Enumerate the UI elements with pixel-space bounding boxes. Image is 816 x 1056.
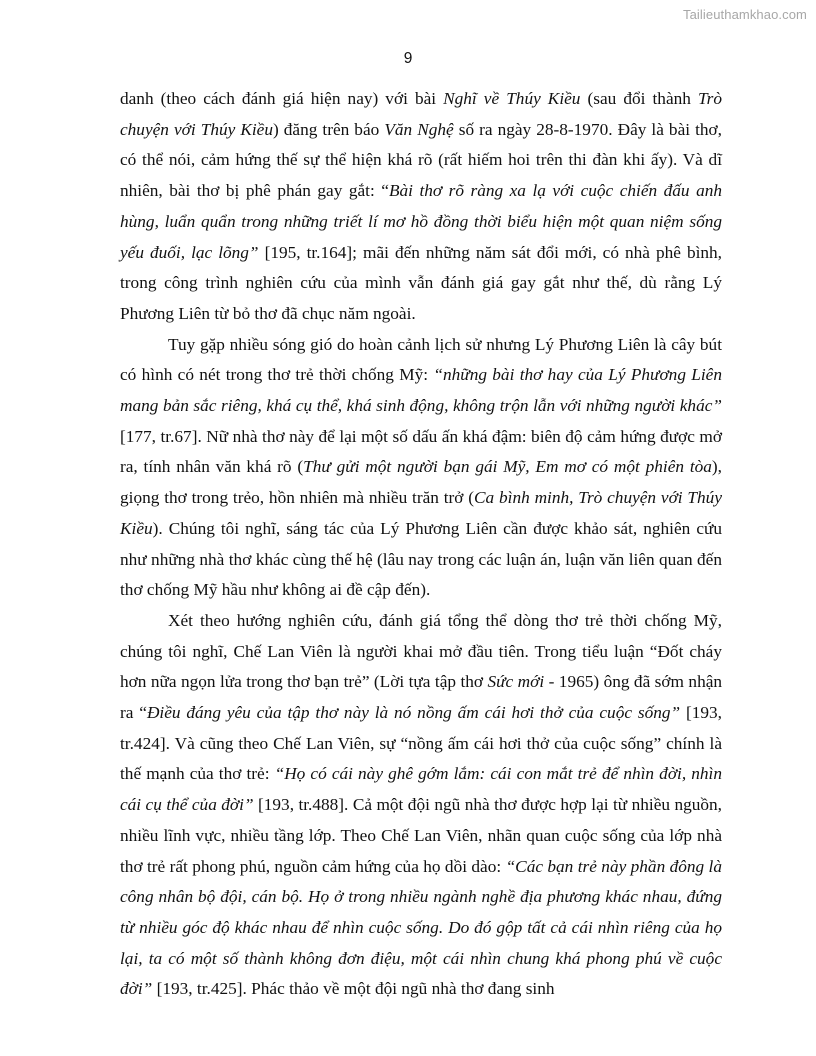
italic-text-run: Thư gửi một người bạn gái Mỹ, Em mơ có một phiên tòa [303, 457, 712, 477]
text-run: (sau đổi thành [580, 89, 698, 108]
paragraph-3 [120, 606, 722, 1005]
italic-text-run: Bài thơ rõ ràng xa lạ với cuộc chiến đấu anh hùng, luẩn quẩn trong những triết lí mơ hồ đồng thời biểu hiện một quan niệm sống yếu đuối, lạc lõng” [120, 181, 722, 262]
italic-text-run: Ca bình minh, Trò chuyện với Thúy Kiều [120, 488, 722, 538]
text-run: ) đăng trên báo [272, 119, 385, 139]
text-run: [193, tr.424]. Và cũng theo Chế Lan Viên, sự “nồng ấm cái hơi thở của cuộc sống” chính là thế mạnh của thơ trẻ: [120, 703, 722, 784]
text-run: [195, tr.164]; mãi đến những năm sát đổi mới, có nhà phê bình, trong công trình nghiên cứu của mình vẫn đánh giá gay gắt như thế, dù rằng Lý Phương Liên từ bỏ thơ đã chục năm ngoài. [120, 242, 722, 323]
italic-text-run: Điều đáng yêu của tập thơ này là nó nồng ấm cái hơi thở của cuộc sống” [146, 703, 681, 723]
italic-text-run: “Các bạn trẻ này phần đông là công nhân bộ đội, cán bộ. Họ ở trong nhiều ngành nghề địa phương khác nhau, đứng từ nhiều góc độ khác nhau để nhìn cuộc sống. Do đó gộp tất cả cái nhìn riêng của họ lại, ta có một số thành không đơn điệu, một cái nhìn chung khá phong phú về cuộc đời” [120, 856, 722, 999]
page-number: 9 [403, 50, 413, 67]
italic-text-run: Trò chuyện với Thúy Kiều [120, 89, 722, 139]
italic-text-run: Sức mới [487, 672, 545, 692]
text-run: số ra ngày 28-8-1970. Đây là bài thơ, có thể nói, cảm hứng thế sự thể hiện khá rõ (rất hiếm hoi trên thi đàn khi ấy). Và dĩ nhiên, bài thơ bị phê phán gay gắt: “ [120, 119, 722, 201]
text-run: danh (theo cách đánh giá hiện nay) với bài [120, 89, 444, 108]
text-run: Tuy gặp nhiều sóng gió do hoàn cảnh lịch sử nhưng Lý Phương Liên là cây bút có hình có nét trong thơ trẻ thời chống Mỹ: [120, 334, 722, 385]
text-run: ). Chúng tôi nghĩ, sáng tác của Lý Phương Liên cần được khảo sát, nghiên cứu như những nhà thơ khác cùng thế hệ (lâu nay trong các luận án, luận văn liên quan đến thơ chống Mỹ hầu như không ai đề cập đến). [120, 518, 722, 600]
text-run: - 1965) ông đã sớm nhận ra “ [120, 672, 723, 723]
paragraph-2 [120, 330, 722, 606]
italic-text-run: Nghĩ về Thúy Kiều [443, 89, 581, 108]
paragraph-1 [120, 84, 722, 330]
italic-text-run: “Họ có cái này ghê gớm lắm: cái con mắt trẻ để nhìn đời, nhìn cái cụ thể của đời” [120, 764, 722, 815]
text-run: [193, tr.425]. Phác thảo về một đội ngũ nhà thơ đang sinh [152, 979, 555, 999]
text-run: Xét theo hướng nghiên cứu, đánh giá tổng thể dòng thơ trẻ thời chống Mỹ, chúng tôi nghĩ, Chế Lan Viên là người khai mở đầu tiên. Trong tiểu luận “Đốt cháy hơn nữa ngọn lửa trong thơ bạn trẻ” (Lời tựa tập thơ [120, 610, 722, 692]
italic-text-run: Văn Nghệ [384, 119, 454, 139]
italic-text-run: “những bài thơ hay của Lý Phương Liên mang bản sắc riêng, khá cụ thể, khá sinh động, không trộn lẫn với những người khác” [120, 365, 722, 416]
text-run: [193, tr.488]. Cả một đội ngũ nhà thơ được hợp lại từ nhiều nguồn, nhiều lĩnh vực, nhiều tầng lớp. Theo Chế Lan Viên, nhãn quan cuộc sống của lớp nhà thơ trẻ rất phong phú, nguồn cảm hứng của họ dồi dào: [120, 795, 722, 876]
document-body [120, 84, 722, 1005]
text-run: ), giọng thơ trong trẻo, hồn nhiên mà nhiều trăn trở ( [120, 457, 722, 508]
watermark-text: Tailieuthamkhao.com [682, 7, 807, 22]
text-run: [177, tr.67]. Nữ nhà thơ này để lại một số dấu ấn khá đậm: biên độ cảm hứng được mở ra, tính nhân văn khá rõ ( [120, 426, 722, 477]
